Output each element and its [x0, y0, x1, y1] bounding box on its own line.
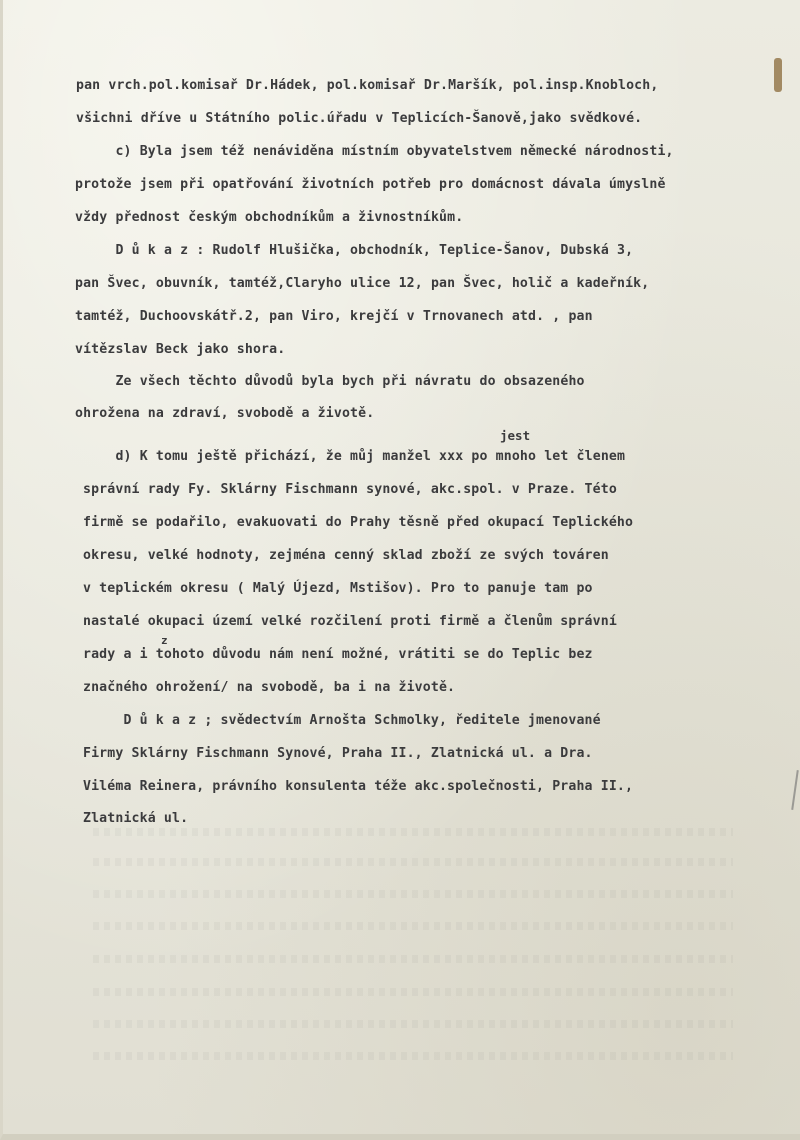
margin-pencil-mark	[791, 770, 799, 810]
text-line: d) K tomu ještě přichází, že můj manžel xxx po mnoho let členem	[75, 449, 626, 464]
text-line: Viléma Reinera, právního konsulenta téže akc.společnosti, Praha II.,	[83, 779, 634, 794]
show-through-text	[93, 1020, 733, 1028]
text-line: tamtéž, Duchoovskátř.2, pan Viro, krejčí v Trnovanech atd. , pan	[75, 309, 593, 324]
text-line: D ů k a z : Rudolf Hlušička, obchodník, Teplice-Šanov, Dubská 3,	[75, 243, 634, 258]
handwritten-insert-jest: jest	[500, 428, 531, 443]
show-through-text	[93, 1052, 733, 1060]
text-line: Zlatnická ul.	[83, 811, 189, 826]
show-through-text	[93, 828, 733, 836]
text-line: rady a i tohoto důvodu nám není možné, vrátiti se do Teplic bez	[83, 647, 593, 662]
text-line: všichni dříve u Státního polic.úřadu v Teplicích-Šanově,jako svědkové.	[76, 111, 643, 126]
text-line: značného ohrožení/ na svobodě, ba i na životě.	[83, 680, 456, 695]
text-line: Firmy Sklárny Fischmann Synové, Praha II., Zlatnická ul. a Dra.	[83, 746, 593, 761]
text-line: správní rady Fy. Sklárny Fischmann synové, akc.spol. v Praze. Této	[83, 482, 617, 497]
text-line: vždy přednost českým obchodníkům a živnostníkům.	[75, 210, 464, 225]
text-line: c) Byla jsem též nenáviděna místním obyvatelstvem německé národnosti,	[75, 144, 674, 159]
show-through-text	[93, 890, 733, 898]
text-line: pan vrch.pol.komisař Dr.Hádek, pol.komisař Dr.Maršík, pol.insp.Knobloch,	[76, 78, 659, 93]
text-line: D ů k a z ; svědectvím Arnošta Schmolky, ředitele jmenované	[83, 713, 601, 728]
handwritten-insert-z: z	[161, 634, 168, 647]
text-line: pan Švec, obuvník, tamtéž,Claryho ulice 12, pan Švec, holič a kadeřník,	[75, 276, 650, 291]
show-through-text	[93, 858, 733, 866]
text-line: firmě se podařilo, evakuovati do Prahy těsně před okupací Teplického	[83, 515, 634, 530]
show-through-text	[93, 988, 733, 996]
show-through-text	[93, 922, 733, 930]
text-line: ohrožena na zdraví, svobodě a životě.	[75, 406, 375, 421]
text-line: okresu, velké hodnoty, zejména cenný sklad zboží ze svých továren	[83, 548, 609, 563]
text-line: nastalé okupaci území velké rozčilení proti firmě a členům správní	[83, 614, 617, 629]
text-line: Ze všech těchto důvodů byla bych při návratu do obsazeného	[75, 374, 585, 389]
show-through-text	[93, 955, 733, 963]
text-line: v teplickém okresu ( Malý Újezd, Mstišov). Pro to panuje tam po	[83, 581, 593, 596]
paper-tear-mark	[774, 58, 782, 92]
text-line: vítězslav Beck jako shora.	[75, 342, 286, 357]
text-line: protože jsem při opatřování životních potřeb pro domácnost dávala úmyslně	[75, 177, 666, 192]
